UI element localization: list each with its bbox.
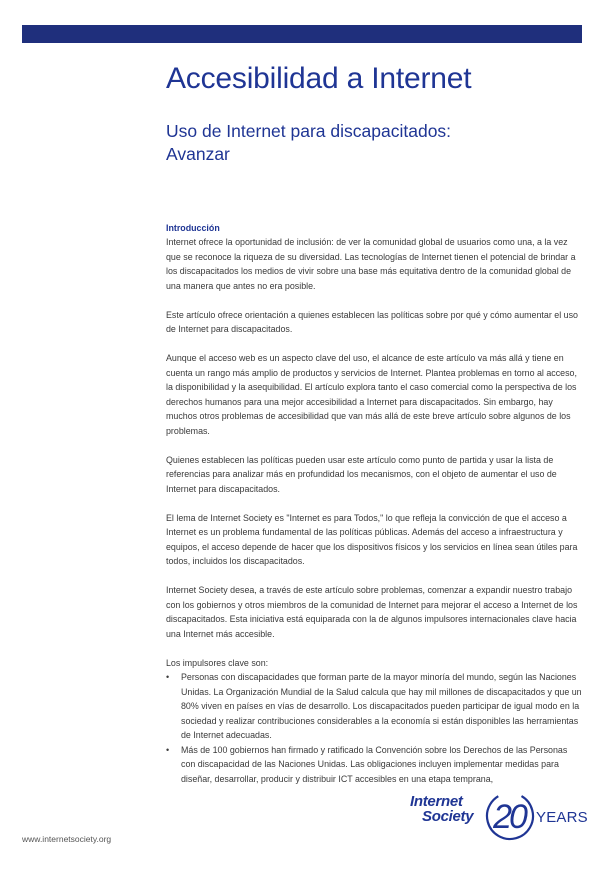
- header-bar: [22, 25, 582, 43]
- anniversary-20-icon: [480, 788, 538, 844]
- logo-number: 20: [493, 798, 525, 836]
- logo-word-internet: Internet: [410, 793, 463, 810]
- paragraph: El lema de Internet Society es "Internet es para Todos," lo que refleja la convicción de que el acceso a Internet es un problema fundamental de las políticas públicas. Además del acceso a infraestructura y equipos, el acceso depende de hacer que los dispositivos físicos y los servicios en línea sean útiles para todos, incluidos los discapacitados.: [166, 512, 578, 566]
- paragraph: Internet ofrece la oportunidad de inclusión: de ver la comunidad global de usuarios como una, a la vez que se reconoce la riqueza de su diversidad. Las tecnologías de Internet tienen el potencial de brindar a los discapacitados los medios de vivir sobre una base más equitativa dentro de la comunidad global de una manera que antes no era posible.: [166, 237, 576, 291]
- paragraph: Internet Society desea, a través de este artículo sobre problemas, comenzar a expandir nuestro trabajo con los gobiernos y otros miembros de la comunidad de Internet para mejorar el acceso a Internet de los discapacitados. Esta iniciativa está equiparada con la de algunos impulsores internacionales clave hacia una Internet más accesible.: [166, 585, 578, 639]
- subtitle-line-1: Uso de Internet para discapacitados:: [166, 121, 452, 141]
- page-title: Accesibilidad a Internet: [166, 62, 472, 95]
- paragraph: Quienes establecen las políticas pueden usar este artículo como punto de partida y usar la lista de referencias para analizar más en profundidad los mecanismos, con el objeto de aumentar el uso de Internet para discapacitados.: [166, 454, 557, 494]
- drivers-intro: Los impulsores clave son:: [166, 657, 269, 668]
- paragraph: Este artículo ofrece orientación a quienes establecen las políticas sobre por qué y cómo aumentar el uso de Internet para discapacitados.: [166, 309, 578, 334]
- paragraph: Aunque el acceso web es un aspecto clave del uso, el alcance de este artículo va más allá y tiene en cuenta un rango más amplio de productos y servicios de Internet. Plantea problemas en torno al acceso, la disponibilidad y la asequibilidad. El artículo explora tanto el caso comercial como la perspectiva de los derechos humanos para una mejor accesibilidad a Internet para discapacitados. Sin embargo, hay muchos otros problemas de accesibilidad que van más allá de este breve artículo sobre algunos de los problemas.: [166, 353, 577, 436]
- list-item: [166, 670, 584, 743]
- page-subtitle: [166, 120, 566, 166]
- bullet-icon: •: [166, 744, 170, 755]
- list-item-text: Más de 100 gobiernos han firmado y ratificado la Convención sobre los Derechos de las Personas con discapacidad de las Naciones Unidas. Las obligaciones incluyen implementar medidas para diseñar, desarrollar, producir y distribuir ICT accesibles en una etapa temprana,: [181, 744, 568, 784]
- section-heading-introduccion: Introducción: [166, 223, 220, 233]
- footer-url[interactable]: www.internetsociety.org: [22, 834, 112, 844]
- drivers-list: [166, 670, 584, 786]
- list-item: [166, 743, 584, 787]
- list-item-text: Personas con discapacidades que forman parte de la mayor minoría del mundo, según las Naciones Unidas. La Organización Mundial de la Salud calcula que hay mil millones de discapacitados y que un 80% viven en países en vías de desarrollo. Los discapacitados pueden participar de igual modo en la sociedad y realizar contribuciones considerables a la economía si están disponibles las herramientas de Internet adecuadas.: [181, 672, 582, 740]
- logo-word-society: Society: [422, 808, 474, 825]
- internet-society-20-years-logo: [410, 784, 586, 846]
- bullet-icon: •: [166, 672, 170, 682]
- article-body: [166, 221, 584, 786]
- subtitle-line-2: Avanzar: [166, 144, 230, 164]
- logo-years-text: YEARS: [536, 809, 588, 826]
